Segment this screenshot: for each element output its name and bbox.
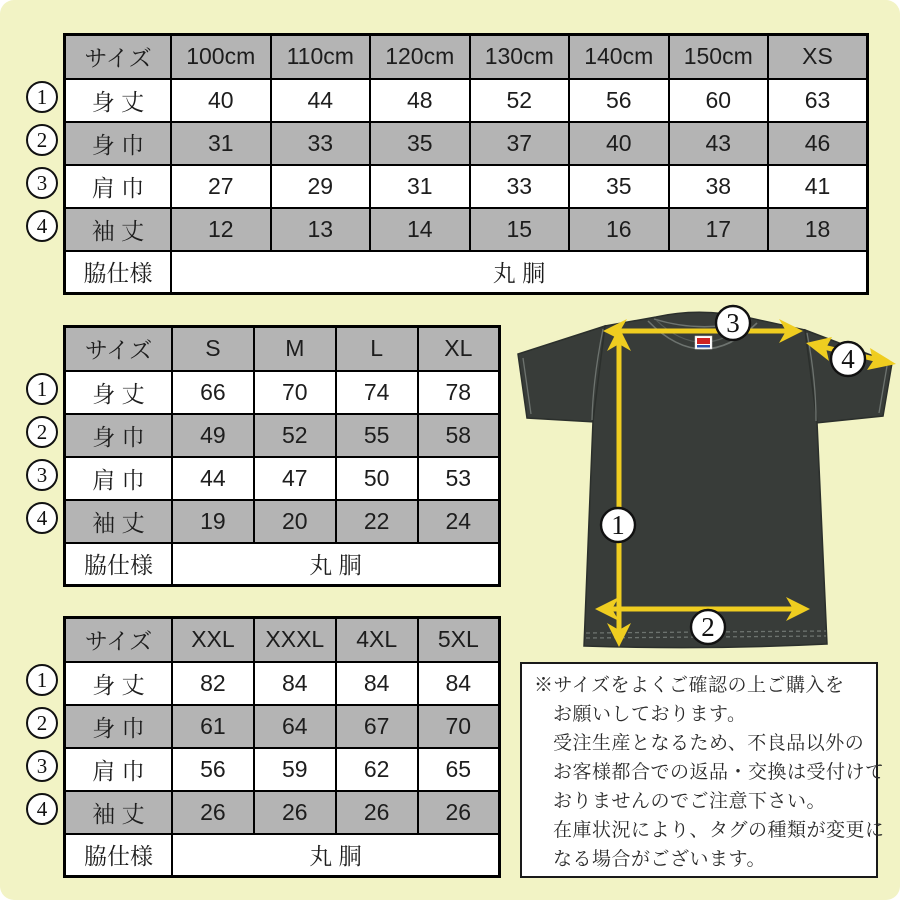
measure-value: 82 xyxy=(172,662,254,705)
measure-value: 53 xyxy=(418,457,500,500)
measure-value: 26 xyxy=(336,791,418,834)
measure-value: 31 xyxy=(171,122,271,165)
size-column-header: XXXL xyxy=(254,618,336,662)
measure-row xyxy=(65,79,868,122)
size-table-adult-block xyxy=(20,325,501,587)
measure-label: 身 巾 xyxy=(65,122,172,165)
measure-label: 身 丈 xyxy=(65,371,173,414)
side-spec-label: 脇仕様 xyxy=(65,543,173,586)
size-column-header: 5XL xyxy=(418,618,500,662)
measure-row xyxy=(65,122,868,165)
size-column-header: 4XL xyxy=(336,618,418,662)
measure-value: 40 xyxy=(171,79,271,122)
measure-label: 袖 丈 xyxy=(65,791,173,834)
measure-value: 33 xyxy=(271,122,371,165)
measure-value: 59 xyxy=(254,748,336,791)
measure-value: 26 xyxy=(254,791,336,834)
measure-value: 56 xyxy=(569,79,669,122)
measure-value: 84 xyxy=(254,662,336,705)
measure-value: 43 xyxy=(669,122,769,165)
size-table-kids-block xyxy=(20,33,869,295)
measure-value: 35 xyxy=(370,122,470,165)
measure-value: 44 xyxy=(172,457,254,500)
measure-row xyxy=(65,748,500,791)
size-table-large xyxy=(63,616,501,878)
size-table-large-block xyxy=(20,616,501,878)
measure-value: 78 xyxy=(418,371,500,414)
row-marker-4: 4 xyxy=(26,793,58,825)
measure-value: 40 xyxy=(569,122,669,165)
size-column-header: 110cm xyxy=(271,35,371,79)
measure-row xyxy=(65,414,500,457)
measure-value: 14 xyxy=(370,208,470,251)
measure-row xyxy=(65,371,500,414)
size-column-header: M xyxy=(254,327,336,371)
measure-value: 64 xyxy=(254,705,336,748)
measure-label: 身 巾 xyxy=(65,414,173,457)
notice-line: 受注生産となるため、不良品以外の xyxy=(553,733,865,754)
measure-value: 37 xyxy=(470,122,570,165)
diagram-marker-3: 3 xyxy=(726,308,740,338)
measure-value: 27 xyxy=(171,165,271,208)
side-spec-row xyxy=(65,543,500,586)
measure-label: 袖 丈 xyxy=(65,208,172,251)
header-row xyxy=(65,618,500,662)
notice-line: お客様都合での返品・交換は受付けて xyxy=(553,762,885,783)
measure-value: 35 xyxy=(569,165,669,208)
size-header-cell: サイズ xyxy=(65,327,173,371)
measure-value: 26 xyxy=(172,791,254,834)
measure-value: 47 xyxy=(254,457,336,500)
measure-row xyxy=(65,662,500,705)
measure-value: 13 xyxy=(271,208,371,251)
purchase-notice-box xyxy=(520,662,885,878)
measure-value: 67 xyxy=(336,705,418,748)
side-spec-row xyxy=(65,251,868,294)
measure-value: 15 xyxy=(470,208,570,251)
measure-value: 33 xyxy=(470,165,570,208)
diagram-marker-1: 1 xyxy=(611,510,625,540)
measure-value: 46 xyxy=(768,122,868,165)
measure-row xyxy=(65,165,868,208)
measure-value: 18 xyxy=(768,208,868,251)
size-column-header: 150cm xyxy=(669,35,769,79)
tshirt-measure-diagram xyxy=(498,294,900,660)
measure-value: 52 xyxy=(470,79,570,122)
side-spec-row xyxy=(65,834,500,877)
size-column-header: 130cm xyxy=(470,35,570,79)
row-marker-2: 2 xyxy=(26,124,58,156)
measure-value: 16 xyxy=(569,208,669,251)
size-column-header: S xyxy=(172,327,254,371)
row-marker-3: 3 xyxy=(26,459,58,491)
measure-label: 身 丈 xyxy=(65,79,172,122)
measure-label: 身 巾 xyxy=(65,705,173,748)
size-table-kids xyxy=(63,33,869,295)
size-header-cell: サイズ xyxy=(65,35,172,79)
side-spec-label: 脇仕様 xyxy=(65,251,172,294)
size-column-header: L xyxy=(336,327,418,371)
measure-value: 55 xyxy=(336,414,418,457)
size-column-header: XL xyxy=(418,327,500,371)
side-spec-value: 丸 胴 xyxy=(172,834,500,877)
size-column-header: 120cm xyxy=(370,35,470,79)
measure-value: 22 xyxy=(336,500,418,543)
measure-value: 29 xyxy=(271,165,371,208)
measure-value: 56 xyxy=(172,748,254,791)
size-table-adult xyxy=(63,325,501,587)
tshirt-image xyxy=(498,294,900,660)
collar-brand-tag xyxy=(695,336,712,349)
measure-value: 62 xyxy=(336,748,418,791)
diagram-marker-2: 2 xyxy=(701,612,715,642)
measure-value: 38 xyxy=(669,165,769,208)
size-column-header: XS xyxy=(768,35,868,79)
measure-value: 19 xyxy=(172,500,254,543)
side-spec-label: 脇仕様 xyxy=(65,834,173,877)
measure-value: 24 xyxy=(418,500,500,543)
measure-value: 48 xyxy=(370,79,470,122)
measure-value: 84 xyxy=(336,662,418,705)
measure-row xyxy=(65,791,500,834)
measure-label: 袖 丈 xyxy=(65,500,173,543)
side-spec-value: 丸 胴 xyxy=(171,251,868,294)
measure-value: 74 xyxy=(336,371,418,414)
measure-value: 65 xyxy=(418,748,500,791)
measure-label: 身 丈 xyxy=(65,662,173,705)
header-row xyxy=(65,327,500,371)
measure-row xyxy=(65,457,500,500)
measure-label: 肩 巾 xyxy=(65,457,173,500)
size-column-header: 100cm xyxy=(171,35,271,79)
measure-value: 41 xyxy=(768,165,868,208)
row-marker-3: 3 xyxy=(26,167,58,199)
size-column-header: XXL xyxy=(172,618,254,662)
measure-value: 26 xyxy=(418,791,500,834)
size-header-cell: サイズ xyxy=(65,618,173,662)
measure-value: 84 xyxy=(418,662,500,705)
measure-row xyxy=(65,208,868,251)
notice-line: おりませんのでご注意下さい。 xyxy=(553,791,827,812)
measure-value: 20 xyxy=(254,500,336,543)
diagram-marker-4: 4 xyxy=(841,344,855,374)
notice-line: お願いしております。 xyxy=(553,704,747,725)
notice-line: なる場合がございます。 xyxy=(553,849,766,870)
row-marker-4: 4 xyxy=(26,210,58,242)
row-marker-3: 3 xyxy=(26,750,58,782)
row-marker-2: 2 xyxy=(26,707,58,739)
row-marker-1: 1 xyxy=(26,664,58,696)
measure-row xyxy=(65,500,500,543)
notice-line: ※サイズをよくご確認の上ご購入を xyxy=(534,675,845,696)
header-row xyxy=(65,35,868,79)
measure-value: 49 xyxy=(172,414,254,457)
notice-line: 在庫状況により、タグの種類が変更に xyxy=(553,820,885,841)
measure-value: 70 xyxy=(254,371,336,414)
measure-value: 66 xyxy=(172,371,254,414)
measure-value: 70 xyxy=(418,705,500,748)
measure-value: 12 xyxy=(171,208,271,251)
measure-value: 58 xyxy=(418,414,500,457)
measure-value: 50 xyxy=(336,457,418,500)
row-marker-2: 2 xyxy=(26,416,58,448)
row-marker-4: 4 xyxy=(26,502,58,534)
row-marker-1: 1 xyxy=(26,81,58,113)
measure-value: 52 xyxy=(254,414,336,457)
size-column-header: 140cm xyxy=(569,35,669,79)
measure-label: 肩 巾 xyxy=(65,165,172,208)
measure-row xyxy=(65,705,500,748)
measure-value: 63 xyxy=(768,79,868,122)
measure-label: 肩 巾 xyxy=(65,748,173,791)
measure-value: 44 xyxy=(271,79,371,122)
row-marker-1: 1 xyxy=(26,373,58,405)
measure-value: 31 xyxy=(370,165,470,208)
measure-value: 60 xyxy=(669,79,769,122)
side-spec-value: 丸 胴 xyxy=(172,543,500,586)
measure-value: 17 xyxy=(669,208,769,251)
measure-value: 61 xyxy=(172,705,254,748)
